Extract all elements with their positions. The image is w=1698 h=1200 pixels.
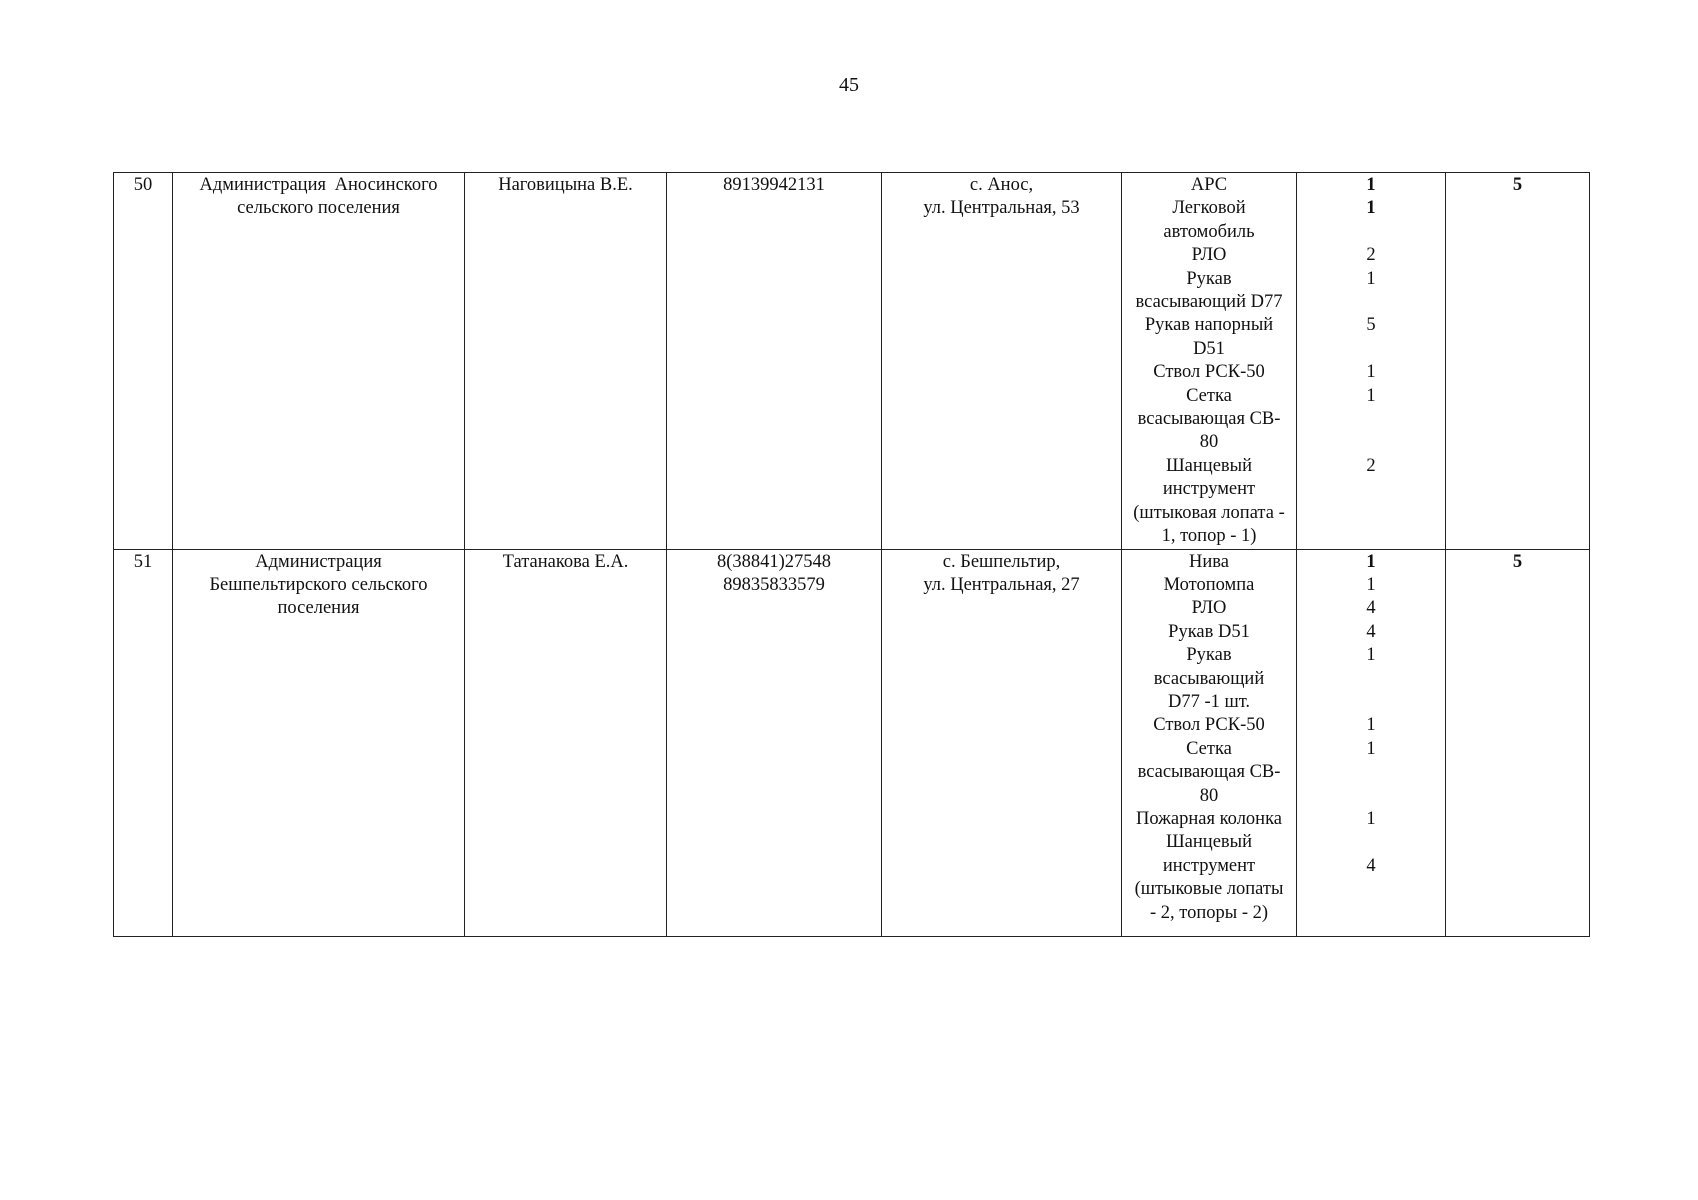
total-cell bbox=[1446, 173, 1590, 550]
address-line: ул. Центральная, 27 bbox=[923, 574, 1080, 595]
quantity-value: 1 bbox=[1366, 551, 1376, 572]
head-cell bbox=[465, 173, 667, 550]
quantity-spacer bbox=[1301, 761, 1441, 808]
equipment-line: автомобиль bbox=[1163, 221, 1255, 242]
organization-line: сельского поселения bbox=[237, 198, 400, 219]
quantity-value: 5 bbox=[1366, 315, 1376, 336]
quantity-value: 1 bbox=[1366, 715, 1376, 736]
equipment-line: Рукав bbox=[1186, 268, 1232, 289]
quantity-value: 1 bbox=[1366, 198, 1376, 219]
equipment-line: инструмент bbox=[1162, 479, 1256, 500]
table-row bbox=[114, 549, 1590, 936]
quantity-spacer bbox=[1301, 338, 1441, 361]
row-number: 51 bbox=[133, 551, 153, 572]
row-number-cell bbox=[114, 173, 173, 550]
equipment-line: Ствол РСК-50 bbox=[1153, 715, 1265, 736]
quantity-value: 1 bbox=[1366, 362, 1376, 383]
total-cell bbox=[1446, 549, 1590, 936]
head-name: Татанакова Е.А. bbox=[502, 551, 629, 572]
phone-number: 8(38841)27548 bbox=[716, 551, 832, 572]
quantity-cell bbox=[1297, 549, 1446, 936]
organization-line: Администрация bbox=[255, 551, 382, 572]
quantity-value: 1 bbox=[1366, 645, 1376, 666]
equipment-line: (штыковая лопата - bbox=[1133, 502, 1285, 523]
quantity-value: 4 bbox=[1366, 855, 1376, 876]
quantity-value: 4 bbox=[1366, 621, 1376, 642]
equipment-line: всасывающая СВ- bbox=[1137, 409, 1281, 430]
equipment-line: АРС bbox=[1190, 175, 1228, 195]
page-number: 45 bbox=[839, 74, 859, 96]
phone-number: 89835833579 bbox=[723, 574, 825, 595]
quantity-value: 1 bbox=[1366, 738, 1376, 759]
equipment-line: Ствол РСК-50 bbox=[1153, 362, 1265, 383]
equipment-line: Рукав bbox=[1186, 645, 1232, 666]
phone-cell bbox=[667, 549, 882, 936]
equipment-line: всасывающий D77 bbox=[1135, 292, 1283, 313]
equipment-line: Шанцевый bbox=[1166, 832, 1252, 853]
equipment-line: 80 bbox=[1199, 785, 1219, 806]
address-line: с. Анос, bbox=[969, 175, 1034, 195]
quantity-value: 2 bbox=[1366, 245, 1376, 266]
head-name: Наговицына В.Е. bbox=[498, 175, 633, 195]
equipment-line: 1, топор - 1) bbox=[1161, 526, 1257, 547]
equipment-line: D51 bbox=[1193, 338, 1225, 359]
quantity-value: 1 bbox=[1366, 385, 1376, 406]
equipment-line: Рукав напорный bbox=[1144, 315, 1274, 336]
total-value: 5 bbox=[1512, 175, 1523, 195]
equipment-line: 80 bbox=[1199, 432, 1219, 453]
equipment-line: Сетка bbox=[1186, 385, 1232, 406]
equipment-cell bbox=[1122, 173, 1297, 550]
organization-line: Бешпельтирского сельского bbox=[209, 574, 428, 595]
equipment-line: всасывающая СВ- bbox=[1137, 762, 1281, 783]
quantity-spacer bbox=[1301, 668, 1441, 715]
equipment-line: РЛО bbox=[1191, 598, 1227, 619]
organization-cell bbox=[173, 173, 465, 550]
equipment-line: Легковой bbox=[1172, 198, 1246, 219]
table-row bbox=[114, 173, 1590, 550]
organization-line: поселения bbox=[277, 598, 360, 619]
organization-line: Администрация Аносинского bbox=[199, 175, 438, 195]
quantity-value: 1 bbox=[1366, 808, 1376, 829]
phone-number: 89139942131 bbox=[723, 175, 825, 195]
quantity-spacer bbox=[1301, 221, 1441, 244]
phone-cell bbox=[667, 173, 882, 550]
equipment-line: - 2, топоры - 2) bbox=[1149, 902, 1269, 923]
equipment-line: РЛО bbox=[1191, 245, 1227, 266]
quantity-value: 2 bbox=[1366, 455, 1376, 476]
total-value: 5 bbox=[1512, 551, 1523, 572]
equipment-cell bbox=[1122, 549, 1297, 936]
head-cell bbox=[465, 549, 667, 936]
equipment-table bbox=[113, 172, 1590, 937]
organization-cell bbox=[173, 549, 465, 936]
quantity-spacer bbox=[1301, 291, 1441, 314]
quantity-cell bbox=[1297, 173, 1446, 550]
quantity-value: 1 bbox=[1366, 574, 1376, 595]
address-line: с. Бешпельтир, bbox=[942, 551, 1061, 572]
equipment-line: всасывающий bbox=[1153, 668, 1265, 689]
equipment-line: инструмент bbox=[1162, 855, 1256, 876]
address-cell bbox=[882, 549, 1122, 936]
row-number: 50 bbox=[133, 175, 153, 195]
equipment-line: D77 -1 шт. bbox=[1167, 691, 1251, 712]
equipment-line: Нива bbox=[1189, 551, 1229, 572]
equipment-line: Шанцевый bbox=[1166, 455, 1252, 476]
address-cell bbox=[882, 173, 1122, 550]
quantity-spacer bbox=[1301, 831, 1441, 854]
quantity-spacer bbox=[1301, 408, 1441, 455]
quantity-value: 1 bbox=[1366, 268, 1376, 289]
equipment-line: Мотопомпа bbox=[1163, 574, 1255, 595]
quantity-value: 1 bbox=[1366, 175, 1376, 195]
row-number-cell bbox=[114, 549, 173, 936]
equipment-line: Рукав D51 bbox=[1168, 621, 1250, 642]
equipment-line: (штыковые лопаты bbox=[1134, 879, 1284, 900]
equipment-line: Пожарная колонка bbox=[1136, 808, 1282, 829]
equipment-line: Сетка bbox=[1186, 738, 1232, 759]
quantity-value: 4 bbox=[1366, 598, 1376, 619]
address-line: ул. Центральная, 53 bbox=[923, 198, 1080, 219]
